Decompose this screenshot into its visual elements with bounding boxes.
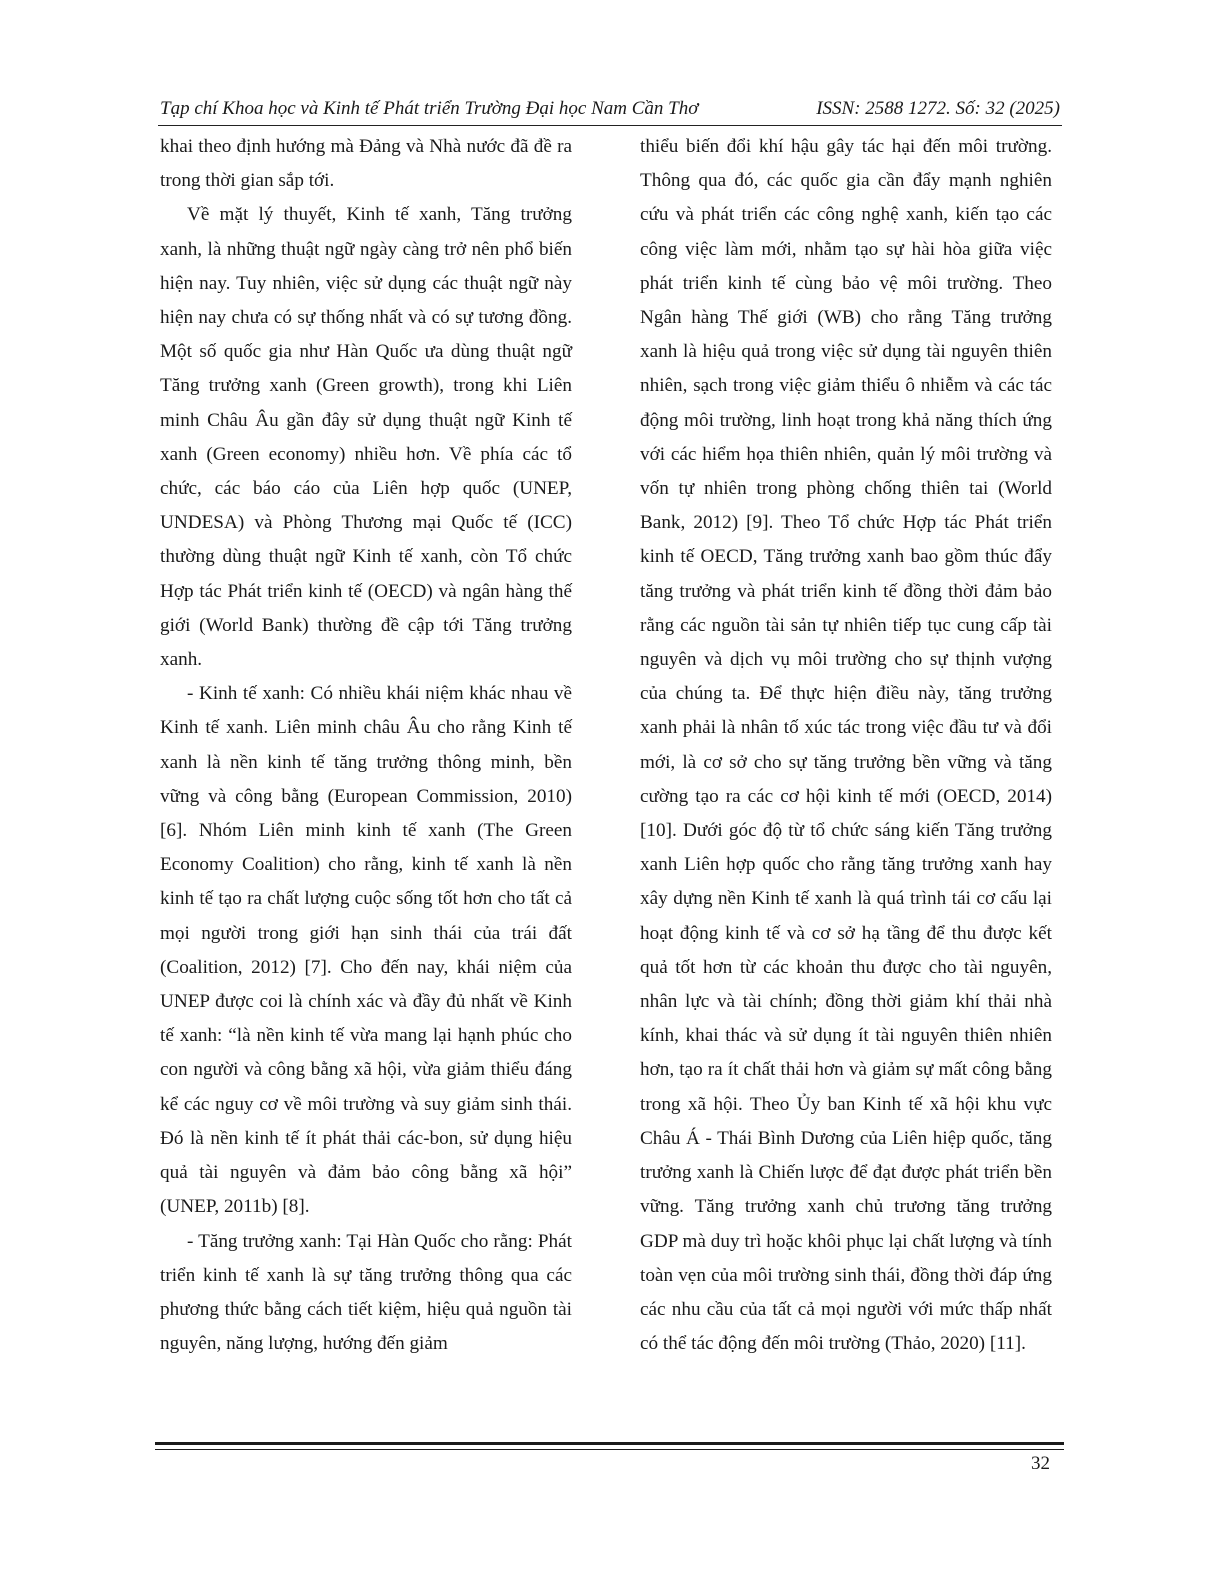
paragraph: khai theo định hướng mà Đảng và Nhà nước đã đề ra trong thời gian sắp tới. <box>160 136 572 192</box>
paragraph: thiểu biến đổi khí hậu gây tác hại đến môi trường. Thông qua đó, các quốc gia cần đẩy mạnh nghiên cứu và phát triển các công nghệ xanh, kiến tạo các công việc làm mới, nhằm tạo sự hài hòa giữa việc phát triển kinh tế cùng bảo vệ môi trường. Theo Ngân hàng Thế giới (WB) cho rằng Tăng trưởng xanh là hiệu quả trong việc sử dụng tài nguyên thiên nhiên, sạch trong việc giảm thiểu ô nhiễm và các tác động môi trường, linh hoạt trong khả năng thích ứng với các hiểm họa thiên nhiên, quản lý môi trường và vốn tự nhiên trong phòng chống thiên tai (World Bank, 2012) [9]. Theo Tổ chức Hợp tác Phát triển kinh tế OECD, Tăng trưởng xanh bao gồm thúc đẩy tăng trưởng và phát triển kinh tế đồng thời đảm bảo rằng các nguồn tài sản tự nhiên tiếp tục cung cấp tài nguyên và dịch vụ môi trường cho sự thịnh vượng của chúng ta. Để thực hiện điều này, tăng trưởng xanh phải là nhân tố xúc tác trong việc đầu tư và đổi mới, là cơ sở cho sự tăng trưởng bền vững và tăng cường tạo ra các cơ hội kinh tế mới (OECD, 2014) [10]. Dưới góc độ từ tổ chức sáng kiến Tăng trưởng xanh Liên hợp quốc cho rằng tăng trưởng xanh hay xây dựng nền Kinh tế xanh là quá trình tái cơ cấu lại hoạt động kinh tế và cơ sở hạ tầng để thu được kết quả tốt hơn từ các khoản thu được cho tài nguyên, nhân lực và tài chính; đồng thời giảm khí thải nhà kính, khai thác và sử dụng ít tài nguyên thiên nhiên hơn, tạo ra ít chất thải hơn và giảm sự mất công bằng trong xã hội. Theo Ủy ban Kinh tế xã hội khu vực Châu Á - Thái Bình Dương của Liên hiệp quốc, tăng trưởng xanh là Chiến lược để đạt được phát triển bền vững. Tăng trưởng xanh chủ trương tăng trưởng GDP mà duy trì hoặc khôi phục lại chất lượng và tính toàn vẹn của môi trường sinh thái, đồng thời đáp ứng các nhu cầu của tất cả mọi người với mức thấp nhất có thể tác động đến môi trường (Thảo, 2020) [11]. <box>640 136 1052 1355</box>
issn-issue: ISSN: 2588 1272. Số: 32 (2025) <box>816 98 1060 119</box>
footer-rule-thin <box>155 1449 1064 1450</box>
right-column <box>640 130 1052 1361</box>
journal-title: Tạp chí Khoa học và Kinh tế Phát triển Trường Đại học Nam Cần Thơ <box>160 98 699 119</box>
left-column <box>160 130 572 1361</box>
header-rule <box>158 125 1062 126</box>
footer-rule-thick <box>155 1442 1064 1445</box>
paragraph: - Kinh tế xanh: Có nhiều khái niệm khác nhau về Kinh tế xanh. Liên minh châu Âu cho rằng Kinh tế xanh là nền kinh tế tăng trưởng thông minh, bền vững và công bằng (European Commission, 2010) [6]. Nhóm Liên minh kinh tế xanh (The Green Economy Coalition) cho rằng, kinh tế xanh là nền kinh tế tạo ra chất lượng cuộc sống tốt hơn cho tất cả mọi người trong giới hạn sinh thái của trái đất (Coalition, 2012) [7]. Cho đến nay, khái niệm của UNEP được coi là chính xác và đầy đủ nhất về Kinh tế xanh: “là nền kinh tế vừa mang lại hạnh phúc cho con người và công bằng xã hội, vừa giảm thiểu đáng kể các nguy cơ về môi trường và suy giảm sinh thái. Đó là nền kinh tế ít phát thải các-bon, sử dụng hiệu quả tài nguyên và đảm bảo công bằng xã hội” (UNEP, 2011b) [8]. <box>160 683 572 1218</box>
paragraph: - Tăng trưởng xanh: Tại Hàn Quốc cho rằng: Phát triển kinh tế xanh là sự tăng trưởng thông qua các phương thức bằng cách tiết kiệm, hiệu quả nguồn tài nguyên, năng lượng, hướng đến giảm <box>160 1230 572 1355</box>
paragraph: Về mặt lý thuyết, Kinh tế xanh, Tăng trưởng xanh, là những thuật ngữ ngày càng trở nên phổ biến hiện nay. Tuy nhiên, việc sử dụng các thuật ngữ này hiện nay chưa có sự thống nhất và có sự tương đồng. Một số quốc gia như Hàn Quốc ưa dùng thuật ngữ Tăng trưởng xanh (Green growth), trong khi Liên minh Châu Âu gần đây sử dụng thuật ngữ Kinh tế xanh (Green economy) nhiều hơn. Về phía các tổ chức, các báo cáo của Liên hợp quốc (UNEP, UNDESA) và Phòng Thương mại Quốc tế (ICC) thường dùng thuật ngữ Kinh tế xanh, còn Tổ chức Hợp tác Phát triển kinh tế (OECD) và ngân hàng thế giới (World Bank) thường đề cập tới Tăng trưởng xanh. <box>160 204 572 671</box>
page-number: 32 <box>1031 1453 1050 1474</box>
running-header <box>160 94 1060 124</box>
